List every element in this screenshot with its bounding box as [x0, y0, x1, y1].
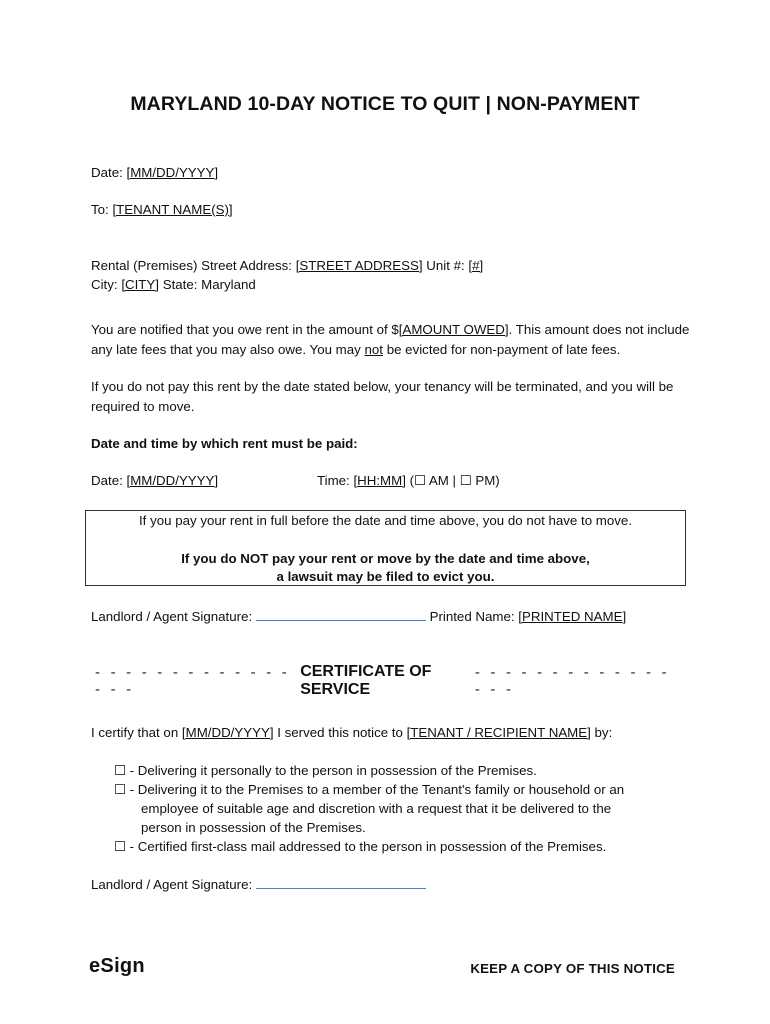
- rent-text-a: You are notified that you owe rent in the amount of $: [91, 322, 399, 337]
- to-line: [91, 200, 233, 219]
- notice-box-line-3: a lawsuit may be filed to evict you.: [276, 569, 495, 584]
- unit-label: Unit #:: [426, 258, 465, 273]
- deadline-date-field[interactable]: [MM/DD/YYYY]: [126, 473, 219, 488]
- state-text: State: Maryland: [162, 277, 256, 292]
- city-field[interactable]: [CITY]: [121, 277, 159, 292]
- notice-box-line-1: If you pay your rent in full before the date and time above, you do not have to move.: [138, 513, 633, 528]
- notice-box: [85, 510, 686, 586]
- certificate-signature-field[interactable]: [256, 876, 426, 889]
- am-pm-checkboxes[interactable]: (☐ AM | ☐ PM): [409, 473, 500, 488]
- certify-text-b: I served this notice to: [277, 725, 403, 740]
- printed-name-field[interactable]: [PRINTED NAME]: [518, 609, 627, 624]
- deadline-time-label: Time:: [317, 473, 350, 488]
- date-label: Date:: [91, 165, 123, 180]
- date-field[interactable]: [MM/DD/YYYY]: [126, 165, 219, 180]
- service-option-household-cont-2: person in possession of the Premises.: [141, 820, 366, 835]
- rent-text-c: be evicted for non-payment of late fees.: [383, 341, 621, 357]
- service-option-household-cont-1: employee of suitable age and discretion with a request that it be delivered to the: [141, 801, 612, 816]
- deadline-time-field[interactable]: [HH:MM]: [353, 473, 406, 488]
- street-address-line: [91, 256, 483, 275]
- recipient-name-field[interactable]: [TENANT / RECIPIENT NAME]: [406, 725, 591, 740]
- service-option-mail[interactable]: ☐ - Certified first-class mail addressed to the person in possession of the Premises.: [114, 839, 607, 854]
- notice-box-line-2: If you do NOT pay your rent or move by the date and time above,: [181, 551, 590, 566]
- right-dash-rule: - - - - - - - - - - - - - - - -: [474, 664, 670, 698]
- street-address-label: Rental (Premises) Street Address:: [91, 258, 293, 273]
- rent-owed-paragraph: [91, 320, 691, 359]
- deadline-date-label: Date:: [91, 473, 123, 488]
- signature-line: [91, 607, 626, 626]
- signature-label: Landlord / Agent Signature:: [91, 609, 253, 624]
- deadline-date-line: [91, 471, 218, 490]
- certificate-heading-row: [95, 663, 680, 699]
- deadline-time-line: [317, 471, 500, 490]
- signature-field[interactable]: [256, 608, 426, 621]
- certify-text-c: by:: [594, 725, 613, 740]
- certificate-heading: CERTIFICATE OF SERVICE: [300, 663, 432, 698]
- unit-field[interactable]: [#]: [468, 258, 484, 273]
- certificate-signature-label: Landlord / Agent Signature:: [91, 877, 253, 892]
- amount-owed-field[interactable]: [AMOUNT OWED]: [398, 322, 509, 337]
- certify-line: [91, 723, 612, 742]
- not-emphasis: not: [364, 341, 383, 357]
- deadline-heading: Date and time by which rent must be paid:: [91, 436, 358, 451]
- city-label: City:: [91, 277, 118, 292]
- street-address-field[interactable]: [STREET ADDRESS]: [295, 258, 423, 273]
- document-title: MARYLAND 10-DAY NOTICE TO QUIT | NON-PAYMENT: [130, 93, 640, 115]
- tenant-name-field[interactable]: [TENANT NAME(S)]: [112, 202, 233, 217]
- rent-text-b: . This amount does not include any late fees that you may also owe. You may: [91, 322, 690, 357]
- to-label: To:: [91, 202, 109, 217]
- termination-paragraph: If you do not pay this rent by the date stated below, your tenancy will be terminated, and you will be required to move.: [91, 379, 674, 414]
- keep-copy-notice: KEEP A COPY OF THIS NOTICE: [470, 961, 675, 976]
- certify-text-a: I certify that on: [91, 725, 179, 740]
- service-option-personal[interactable]: ☐ - Delivering it personally to the person in possession of the Premises.: [114, 763, 537, 778]
- service-option-household[interactable]: ☐ - Delivering it to the Premises to a member of the Tenant's family or household or an: [114, 782, 625, 797]
- city-state-line: [91, 275, 256, 294]
- date-line: [91, 163, 218, 182]
- service-date-field[interactable]: [MM/DD/YYYY]: [181, 725, 274, 740]
- printed-name-label: Printed Name:: [429, 609, 515, 624]
- esign-logo: eSign: [89, 955, 145, 977]
- certificate-signature-line: [91, 875, 426, 894]
- left-dash-rule: - - - - - - - - - - - - - - - -: [95, 664, 290, 698]
